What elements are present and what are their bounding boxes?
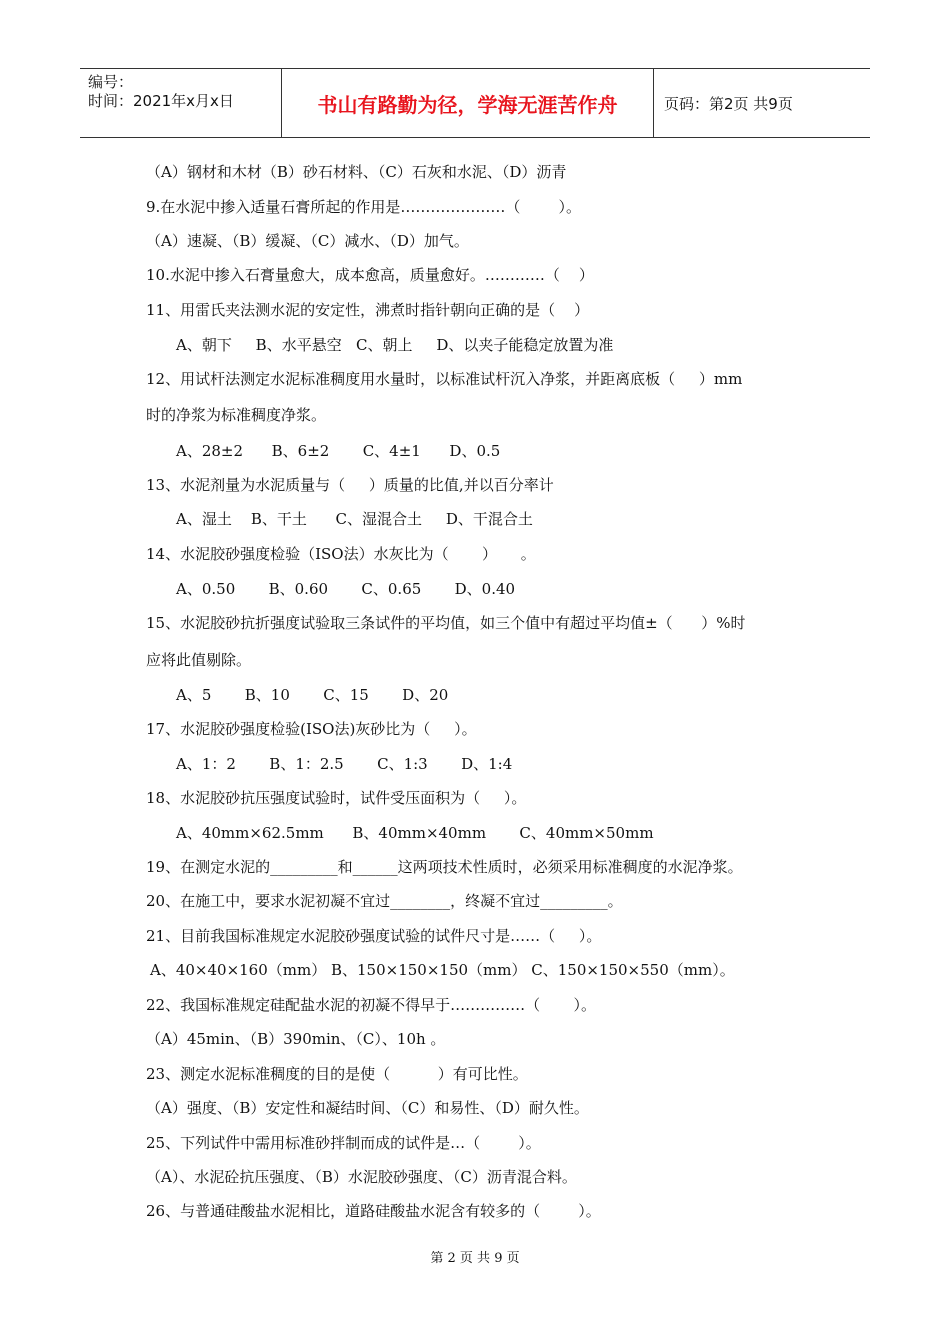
question-line: 11、用雷氏夹法测水泥的安定性，沸煮时指针朝向正确的是（ ） — [146, 301, 590, 319]
option-line: A、40mm×62.5mm B、40mm×40mm C、40mm×50mm — [176, 824, 654, 842]
option-line: （A）钢材和木材（B）砂石材料、（C）石灰和水泥、（D）沥青 — [146, 163, 567, 181]
question-line: 26、与普通硅酸盐水泥相比，道路硅酸盐水泥含有较多的（ ）。 — [146, 1202, 601, 1220]
question-line: 15、水泥胶砂抗折强度试验取三条试件的平均值，如三个值中有超过平均值±（ ）%时 — [146, 614, 746, 632]
question-line: 19、在测定水泥的_________和______这两项技术性质时，必须采用标准稠度的水泥净浆。 — [146, 858, 743, 876]
option-line: A、5 B、10 C、15 D、20 — [176, 686, 449, 704]
header-meta — [80, 69, 282, 137]
option-line: A、0.50 B、0.60 C、0.65 D、0.40 — [176, 580, 516, 598]
question-line: 23、测定水泥标准稠度的目的是使（ ）有可比性。 — [146, 1065, 528, 1083]
option-line: （A）、水泥砼抗压强度、（B）水泥胶砂强度、（C）沥青混合料。 — [146, 1168, 577, 1186]
option-line: A、湿土 B、干土 C、湿混合土 D、干混合土 — [176, 510, 533, 528]
question-line: 13、水泥剂量为水泥质量与（ ）质量的比值,并以百分率计 — [146, 476, 554, 494]
document-time-label: 时间：2021年x月x日 — [88, 92, 234, 110]
question-line: 应将此值剔除。 — [146, 651, 252, 669]
question-line: 18、水泥胶砂抗压强度试验时，试件受压面积为（ ）。 — [146, 789, 527, 807]
option-line: （A）强度、（B）安定性和凝结时间、（C）和易性、（D）耐久性。 — [146, 1099, 589, 1117]
question-line: 17、水泥胶砂强度检验(ISO法)灰砂比为（ ）。 — [146, 720, 477, 738]
header-motto: 书山有路勤为径，学海无涯苦作舟 — [282, 69, 654, 137]
question-line: 22、我国标准规定硅配盐水泥的初凝不得早于……………（ ）。 — [146, 996, 596, 1014]
question-line: 时的净浆为标准稠度净浆。 — [146, 406, 327, 424]
option-line: （A）速凝、（B）缓凝、（C）减水、（D）加气。 — [146, 232, 469, 250]
question-line: 14、水泥胶砂强度检验（ISO法）水灰比为（ ） 。 — [146, 545, 536, 563]
option-line: A、28±2 B、6±2 C、4±1 D、0.5 — [176, 442, 501, 460]
option-line: A、40×40×160（mm） B、150×150×150（mm） C、150×150×550（mm）。 — [150, 961, 735, 979]
question-line: 20、在施工中，要求水泥初凝不宜过________，终凝不宜过_________。 — [146, 892, 623, 910]
page-footer: 第 2 页 共 9 页 — [430, 1251, 520, 1266]
question-line: 25、下列试件中需用标准砂拌制而成的试件是…（ ）。 — [146, 1134, 541, 1152]
option-line: （A）45min、（B）390min、（C）、10h 。 — [146, 1030, 446, 1048]
question-line: 12、用试杆法测定水泥标准稠度用水量时，以标准试杆沉入净浆，并距离底板（ ）mm — [146, 370, 743, 388]
document-number-label: 编号： — [88, 73, 134, 91]
header-page-number: 页码：第2页 共9页 — [664, 94, 793, 113]
option-line: A、1：2 B、1：2.5 C、1:3 D、1:4 — [176, 755, 513, 773]
option-line: A、朝下 B、水平悬空 C、朝上 D、以夹子能稳定放置为准 — [176, 336, 614, 354]
question-line: 9.在水泥中掺入适量石膏所起的作用是…………………（ ）。 — [146, 198, 581, 216]
question-line: 21、目前我国标准规定水泥胶砂强度试验的试件尺寸是……（ ）。 — [146, 927, 602, 945]
page-header — [80, 68, 870, 138]
question-line: 10.水泥中掺入石膏量愈大，成本愈高，质量愈好。…………（ ） — [146, 266, 594, 284]
